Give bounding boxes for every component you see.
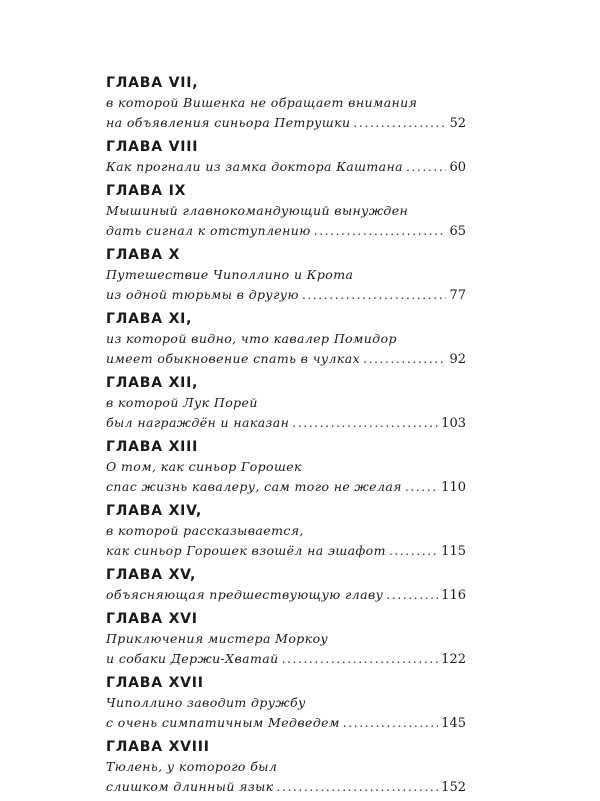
toc-entry <box>106 609 466 669</box>
page-number: 122 <box>441 652 466 667</box>
page-number: 145 <box>441 716 466 731</box>
chapter-heading: ГЛАВА XI, <box>106 311 193 327</box>
dot-leader <box>343 713 438 733</box>
chapter-title-text: Чиполлино заводит дружбу <box>106 695 306 710</box>
chapter-title-line <box>106 113 466 133</box>
page-number: 60 <box>449 160 466 175</box>
chapter-title-text: спас жизнь кавалеру, сам того не желая <box>106 479 402 494</box>
chapter-title-line <box>106 521 466 541</box>
chapter-title-line <box>106 757 466 777</box>
toc-entry <box>106 181 466 241</box>
dot-leader <box>314 221 447 241</box>
chapter-title-text: Приключения мистера Моркоу <box>106 631 329 646</box>
dot-leader <box>389 541 438 561</box>
chapter-title-text: слишком длинный язык <box>106 779 274 794</box>
chapter-title-line <box>106 777 466 797</box>
chapter-title-text: на объявления синьора Петрушки <box>106 115 351 130</box>
chapter-title-line <box>106 329 466 349</box>
dot-leader <box>282 649 439 669</box>
toc-entry <box>106 373 466 433</box>
chapter-title-text: Мышиный главнокомандующий вынужден <box>106 203 409 218</box>
chapter-title-text: как синьор Горошек взошёл на эшафот <box>106 543 386 558</box>
toc-entry <box>106 309 466 369</box>
chapter-title-line <box>106 541 466 561</box>
page-number: 92 <box>449 352 466 367</box>
chapter-title-text: из которой видно, что кавалер Помидор <box>106 331 397 346</box>
dot-leader <box>302 285 447 305</box>
chapter-title-text: был награждён и наказан <box>106 415 290 430</box>
page-number: 103 <box>441 416 466 431</box>
chapter-heading: ГЛАВА VIII <box>106 139 199 155</box>
chapter-title-text: и собаки Держи-Хватай <box>106 651 279 666</box>
dot-leader <box>363 349 446 369</box>
chapter-title-text: дать сигнал к отступлению <box>106 223 311 238</box>
chapter-title-line <box>106 649 466 669</box>
chapter-heading: ГЛАВА X <box>106 247 181 263</box>
table-of-contents <box>106 73 466 801</box>
chapter-title-line <box>106 585 466 605</box>
chapter-heading: ГЛАВА VII, <box>106 75 199 91</box>
chapter-title-line <box>106 629 466 649</box>
dot-leader <box>277 777 439 797</box>
toc-entry <box>106 501 466 561</box>
page-number: 65 <box>449 224 466 239</box>
page-number: 110 <box>441 480 466 495</box>
chapter-title-text: Как прогнали из замка доктора Каштана <box>106 159 403 174</box>
chapter-heading: ГЛАВА XVI <box>106 611 198 627</box>
chapter-title-line <box>106 457 466 477</box>
page-number: 152 <box>441 780 466 795</box>
chapter-heading: ГЛАВА XIV, <box>106 503 203 519</box>
toc-entry <box>106 737 466 797</box>
page-number: 77 <box>449 288 466 303</box>
toc-entry <box>106 245 466 305</box>
toc-entry <box>106 673 466 733</box>
page-number: 115 <box>441 544 466 559</box>
chapter-title-line <box>106 349 466 369</box>
chapter-heading: ГЛАВА XII, <box>106 375 199 391</box>
chapter-title-text: объясняющая предшествующую главу <box>106 587 384 602</box>
chapter-heading: ГЛАВА XV, <box>106 567 197 583</box>
toc-entry <box>106 565 466 605</box>
chapter-title-text: из одной тюрьмы в другую <box>106 287 299 302</box>
chapter-title-line <box>106 93 466 113</box>
chapter-title-line <box>106 477 466 497</box>
dot-leader <box>292 413 438 433</box>
chapter-title-text: в которой Вишенка не обращает внимания <box>106 95 418 110</box>
chapter-title-text: О том, как синьор Горошек <box>106 459 302 474</box>
page-number: 52 <box>449 116 466 131</box>
chapter-heading: ГЛАВА XIII <box>106 439 199 455</box>
chapter-title-text: Путешествие Чиполлино и Крота <box>106 267 354 282</box>
dot-leader <box>406 157 446 177</box>
dot-leader <box>353 113 446 133</box>
chapter-title-line <box>106 221 466 241</box>
chapter-title-text: имеет обыкновение спать в чулках <box>106 351 361 366</box>
dot-leader <box>405 477 438 497</box>
chapter-title-line <box>106 713 466 733</box>
chapter-title-line <box>106 393 466 413</box>
chapter-title-line <box>106 413 466 433</box>
chapter-title-text: в которой Лук Порей <box>106 395 258 410</box>
toc-entry <box>106 73 466 133</box>
page-number: 116 <box>441 588 466 603</box>
dot-leader <box>386 585 438 605</box>
toc-entry <box>106 437 466 497</box>
chapter-heading: ГЛАВА IX <box>106 183 187 199</box>
chapter-heading: ГЛАВА XVII <box>106 675 204 691</box>
chapter-title-line <box>106 157 466 177</box>
chapter-title-line <box>106 265 466 285</box>
chapter-title-line <box>106 693 466 713</box>
chapter-title-text: в которой рассказывается, <box>106 523 304 538</box>
toc-entry <box>106 137 466 177</box>
chapter-title-text: Тюлень, у которого был <box>106 759 278 774</box>
chapter-heading: ГЛАВА XVIII <box>106 739 210 755</box>
chapter-title-line <box>106 285 466 305</box>
chapter-title-line <box>106 201 466 221</box>
chapter-title-text: с очень симпатичным Медведем <box>106 715 340 730</box>
